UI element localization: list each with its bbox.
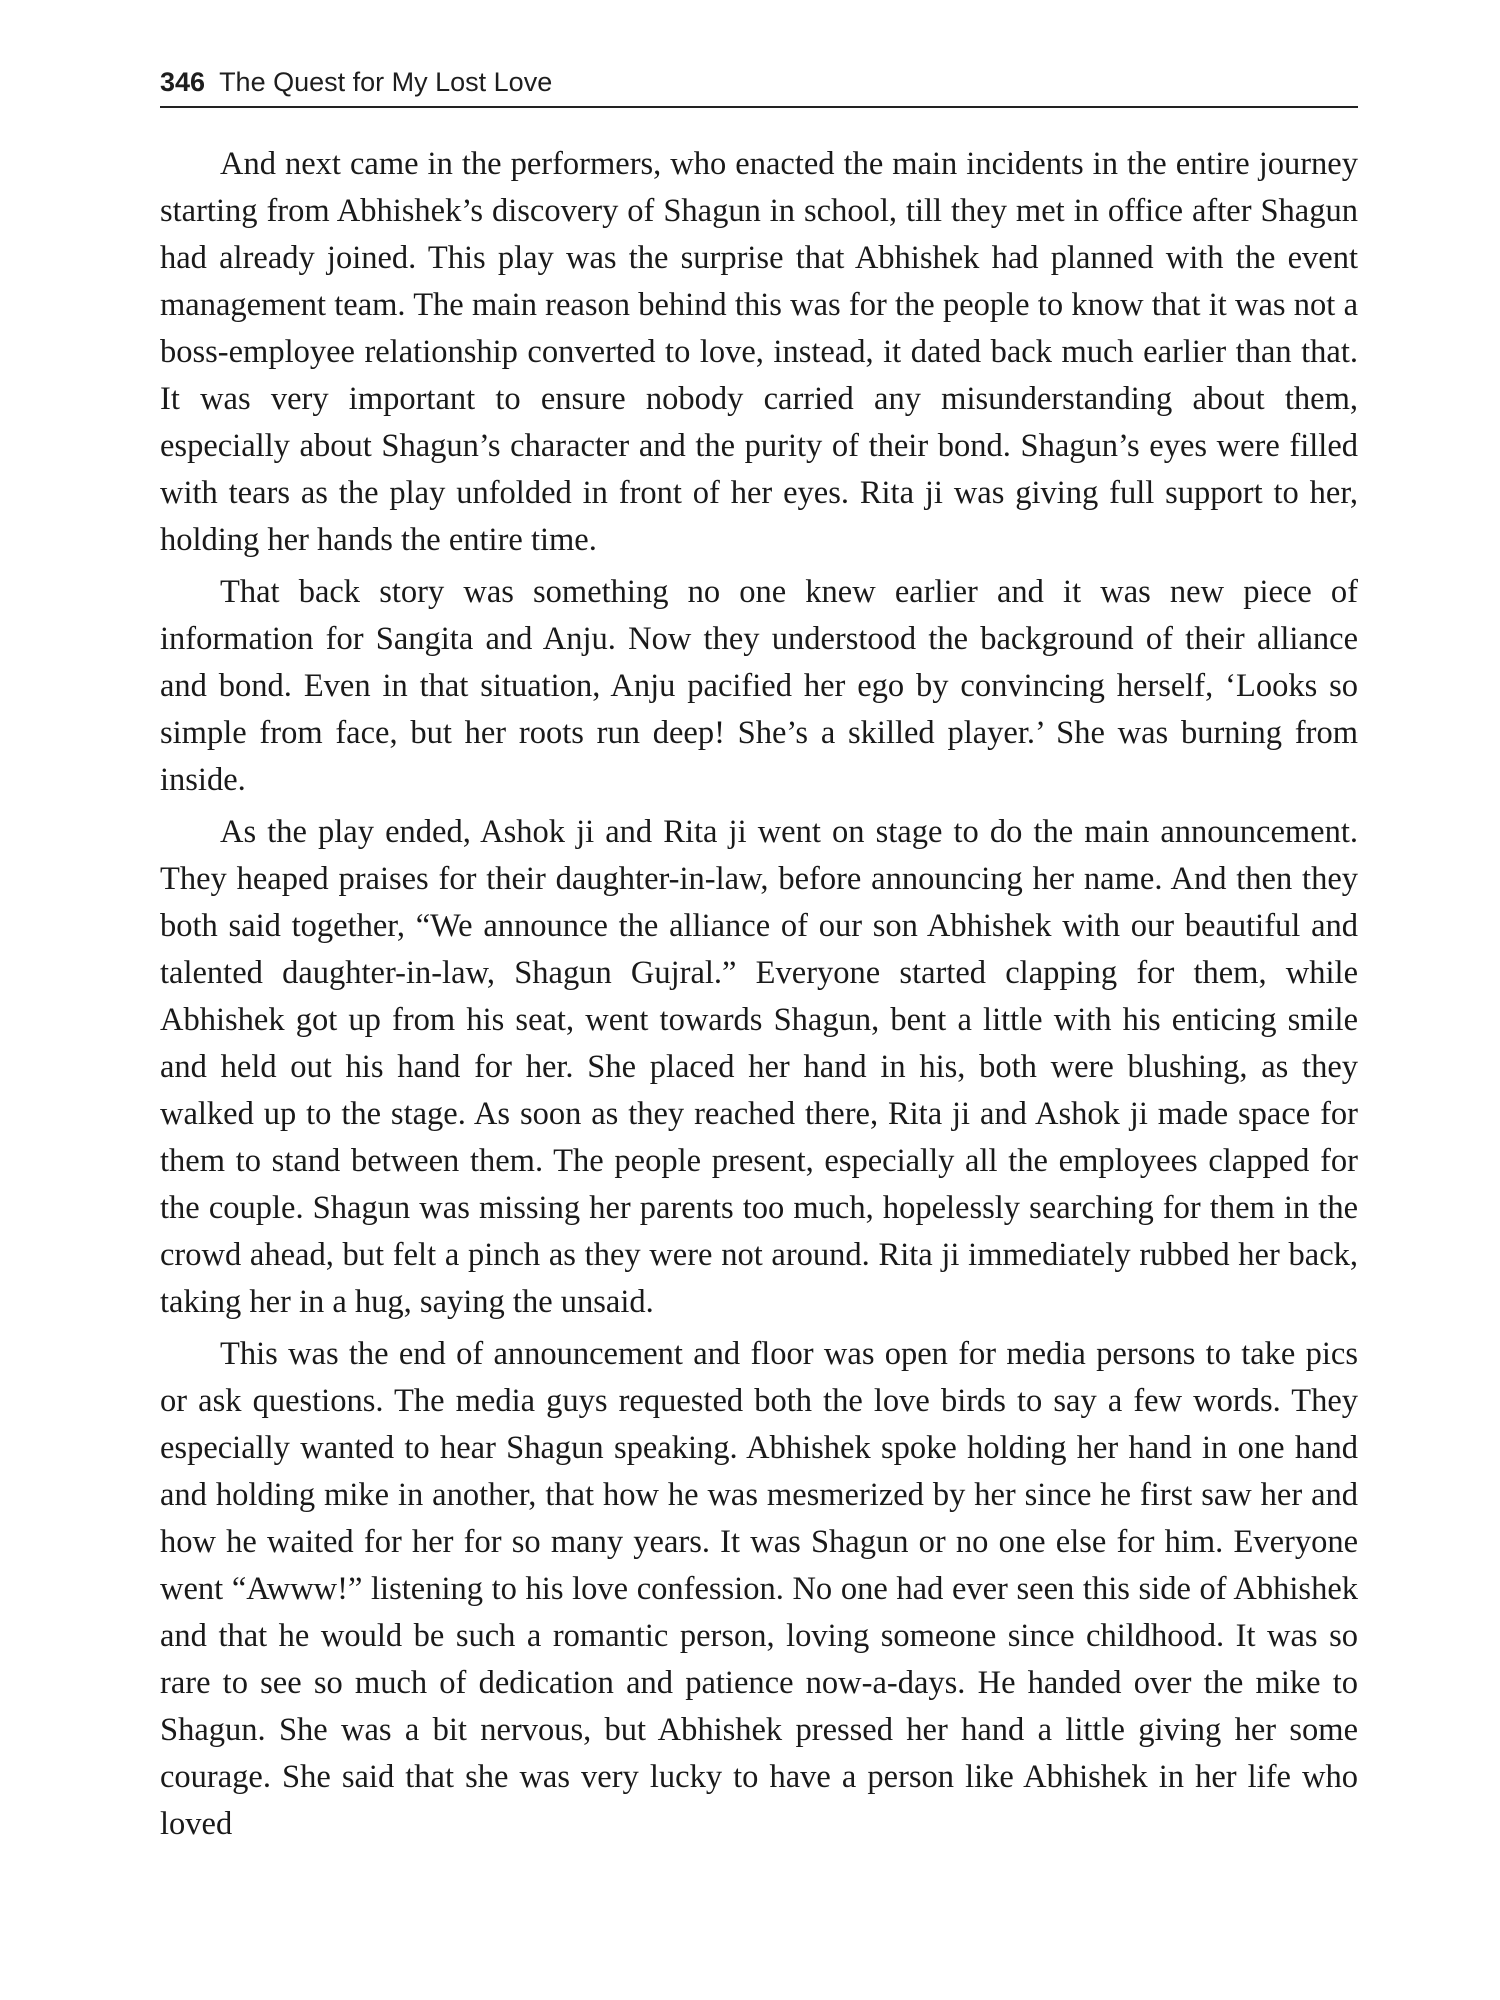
page-number: 346 xyxy=(160,67,206,97)
paragraph-3: As the play ended, Ashok ji and Rita ji went on stage to do the main announcement. They heaped praises for their daughter-in-law, before announcing her name. And then they both said together, “We announce the alliance of our son Abhishek with our beautiful and talented daughter-in-law, Shagun Gujral.” Everyone started clapping for them, while Abhishek got up from his seat, went towards Shagun, bent a little with his enticing smile and held out his hand for her. She placed her hand in his, both were blushing, as they walked up to the stage. As soon as they reached there, Rita ji and Ashok ji made space for them to stand between them. The people present, especially all the employees clapped for the couple. Shagun was missing her parents too much, hopelessly searching for them in the crowd ahead, but felt a pinch as they were not around. Rita ji immediately rubbed her back, taking her in a hug, saying the unsaid. xyxy=(160,814,1358,1320)
running-head xyxy=(160,62,1358,108)
book-title: The Quest for My Lost Love xyxy=(219,67,553,97)
body-text xyxy=(160,141,1358,1853)
paragraph-1: And next came in the performers, who enacted the main incidents in the entire journey starting from Abhishek’s discovery of Shagun in school, till they met in office after Shagun had already joined. This play was the surprise that Abhishek had planned with the event management team. The main reason behind this was for the people to know that it was not a boss-employee relationship converted to love, instead, it dated back much earlier than that. It was very important to ensure nobody carried any misunderstanding about them, especially about Shagun’s character and the purity of their bond. Shagun’s eyes were filled with tears as the play unfolded in front of her eyes. Rita ji was giving full support to her, holding her hands the entire time. xyxy=(160,146,1358,558)
paragraph-4: This was the end of announcement and floor was open for media persons to take pics or ask questions. The media guys requested both the love birds to say a few words. They especially wanted to hear Shagun speaking. Abhishek spoke holding her hand in one hand and holding mike in another, that how he was mesmerized by her since he first saw her and how he waited for her for so many years. It was Shagun or no one else for him. Everyone went “Awww!” listening to his love confession. No one had ever seen this side of Abhishek and that he would be such a romantic person, loving someone since childhood. It was so rare to see so much of dedication and patience now-a-days. He handed over the mike to Shagun. She was a bit nervous, but Abhishek pressed her hand a little giving her some courage. She said that she was very lucky to have a person like Abhishek in her life who loved xyxy=(160,1336,1358,1842)
paragraph-2: That back story was something no one knew earlier and it was new piece of information for Sangita and Anju. Now they understood the background of their alliance and bond. Even in that situation, Anju pacified her ego by convincing herself, ‘Looks so simple from face, but her roots run deep! She’s a skilled player.’ She was burning from inside. xyxy=(160,574,1358,798)
